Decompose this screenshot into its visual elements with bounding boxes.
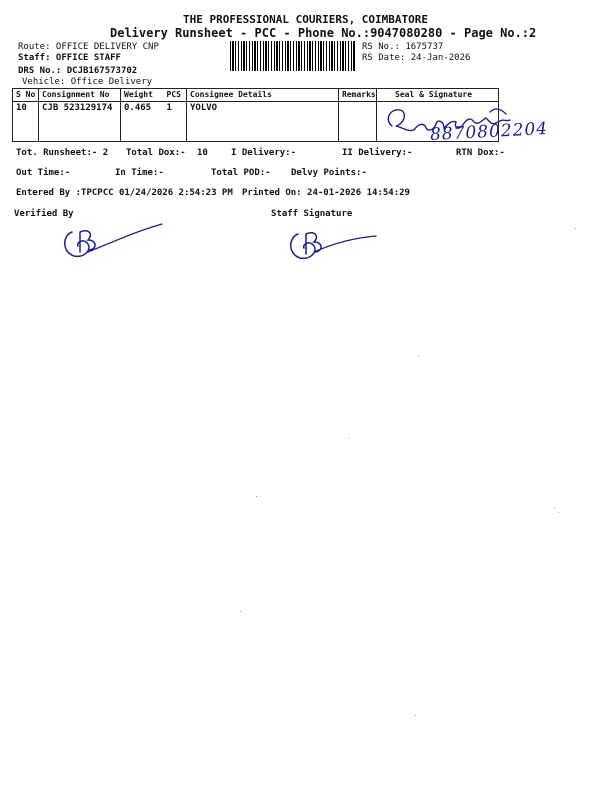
verified-by-signature: [58, 218, 168, 263]
col-header-sno: S No: [13, 89, 39, 102]
rs-number: RS No.: 1675737: [362, 42, 444, 52]
total-dox-value: 10: [197, 148, 208, 158]
entered-by: Entered By :TPCPCC 01/24/2026 2:54:23 PM: [16, 188, 233, 198]
runsheet-title: Delivery Runsheet - PCC - Phone No.:9047080280 - Page No.:2: [110, 26, 537, 40]
ii-delivery: II Delivery:-: [342, 148, 413, 158]
cell-weight: 0.465: [121, 102, 167, 142]
total-pod: Total POD:-: [211, 168, 271, 178]
cell-remarks: [339, 102, 377, 142]
staff-signature-label: Staff Signature: [271, 209, 353, 219]
rs-date: RS Date: 24-Jan-2026: [362, 53, 471, 63]
scan-speck: [415, 715, 416, 716]
barcode: [230, 41, 356, 71]
col-header-pcs: PCS: [167, 89, 187, 102]
cell-consignment: CJB 523129174: [39, 102, 121, 142]
scan-speck: [575, 228, 576, 229]
col-header-consignee: Consignee Details: [187, 89, 339, 102]
cell-pcs: 1: [167, 102, 187, 142]
i-delivery: I Delivery:-: [231, 148, 297, 158]
printed-on: Printed On: 24-01-2026 14:54:29: [242, 188, 410, 198]
scan-speck: [558, 512, 559, 513]
col-header-consignment: Consignment No: [39, 89, 121, 102]
delvy-points: Delvy Points:-: [291, 168, 367, 178]
cell-consignee: YOLVO: [187, 102, 339, 142]
scan-speck: [348, 438, 349, 439]
company-title: THE PROFESSIONAL COURIERS, COIMBATORE: [183, 13, 429, 26]
rtn-dox: RTN Dox:-: [456, 148, 505, 158]
tot-runsheet: Tot. Runsheet:- 2: [16, 148, 109, 158]
vehicle-label: Vehicle: Office Delivery: [22, 77, 153, 87]
route-label: Route: OFFICE DELIVERY CNP: [18, 42, 159, 52]
out-time: Out Time:-: [16, 168, 71, 178]
scan-speck: [418, 355, 419, 356]
staff-signature: [286, 222, 386, 264]
verified-by-label: Verified By: [14, 209, 74, 219]
scan-speck: [554, 508, 555, 509]
scan-speck: [240, 611, 241, 612]
total-dox-label: Total Dox:-: [126, 148, 186, 158]
in-time: In Time:-: [115, 168, 164, 178]
staff-label: Staff: OFFICE STAFF: [18, 53, 121, 63]
receiver-phone-handwritten: 8870802204: [429, 118, 549, 146]
cell-sno: 10: [13, 102, 39, 142]
col-header-weight: Weight: [121, 89, 167, 102]
col-header-remarks: Remarks: [339, 89, 377, 102]
col-header-seal-signature: Seal & Signature: [377, 89, 499, 102]
drs-number: DRS No.: DCJB167573702: [18, 66, 138, 76]
scan-speck: [256, 496, 257, 497]
